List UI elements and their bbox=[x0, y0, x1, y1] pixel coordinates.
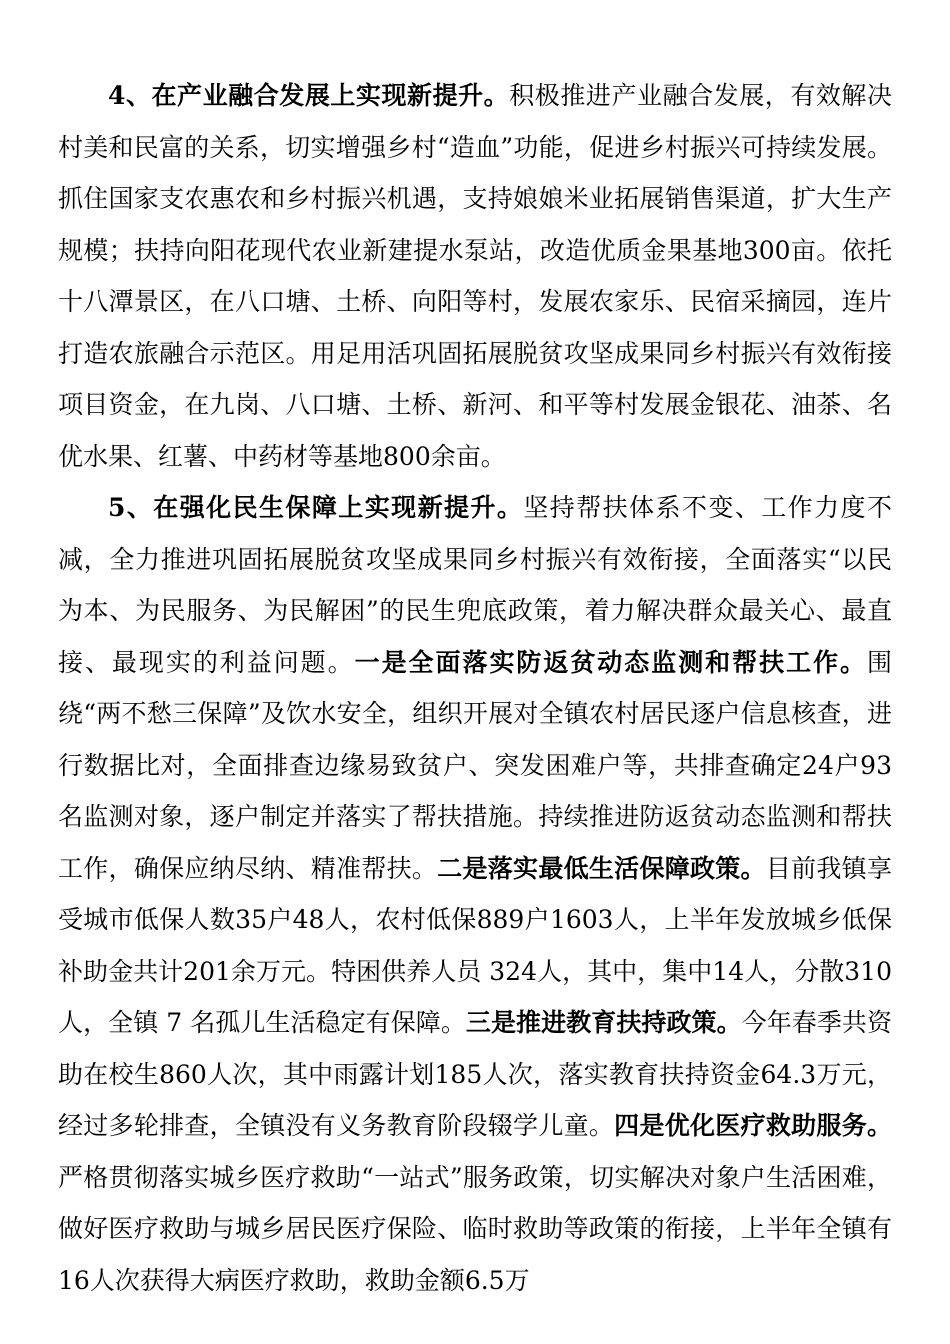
paragraph-body: 积极推进产业融合发展，有效解决村美和民富的关系，切实增强乡村“造血”功能，促进乡村振兴可持续发展。抓住国家支农惠农和乡村振兴机遇，支持娘娘米业拓展销售渠道，扩大生产规模；扶持向阳花现代农业新建提水泵站，改造优质金果基地300亩。依托十八潭景区，在八口塘、土桥、向阳等村，发展农家乐、民宿采摘园，连片打造农旅融合示范区。用足用活巩固拓展脱贫攻坚成果同乡村振兴有效衔接项目资金，在九岗、八口塘、土桥、新河、和平等村发展金银花、油茶、名优水果、红薯、中药材等基地800余亩。 bbox=[58, 81, 892, 471]
document-page bbox=[58, 70, 892, 1306]
item-title: 四是优化医疗救助服务。 bbox=[614, 1111, 892, 1140]
item-title: 二是落实最低生活保障政策。 bbox=[437, 853, 766, 883]
paragraph-heading: 4、在产业融合发展上实现新提升。 bbox=[108, 81, 510, 110]
item-title: 一是全面落实防返贫动态监测和帮扶工作。 bbox=[354, 647, 867, 677]
paragraph-intro: 坚持帮扶体系不变、工作力度不减，全力推进巩固拓展脱贫攻坚成果同乡村振兴有效衔接，全面落实“以民为本、为民服务、为民解困”的民生兜底政策，着力解决群众最关心、最直接、最现实的利益问题。 bbox=[58, 493, 892, 677]
item-text: 严格贯彻落实城乡医疗救助“一站式”服务政策，切实解决对象户生活困难，做好医疗救助与城乡居民医疗保险、临时救助等政策的衔接，上半年全镇有16人次获得大病医疗救助，救助金额6.5万 bbox=[58, 1162, 892, 1295]
item-title: 三是推进教育扶持政策。 bbox=[465, 1008, 742, 1037]
item-text: 今年春季共资助在校生860人次，其中雨露计划185人次，落实教育扶持资金64.3万元，经过多轮排查，全镇没有义务教育阶段辍学儿童。 bbox=[58, 1008, 892, 1140]
paragraph-industry-integration bbox=[58, 70, 892, 482]
item-text: 围绕“两不愁三保障”及饮水安全，组织开展对全镇农村居民逐户信息核查，进行数据比对，全面排查边缘易致贫户、突发困难户等，共排查确定24户93名监测对象，逐户制定并落实了帮扶措施。持续推进防返贫动态监测和帮扶工作，确保应纳尽纳、精准帮扶。 bbox=[58, 647, 892, 883]
item-text: 目前我镇享受城市低保人数35户48人，农村低保889户1603人，上半年发放城乡低保补助金共计201余万元。特困供养人员 324人，其中，集中14人，分散310人，全镇 7 名孤儿生活稳定有保障。 bbox=[58, 853, 892, 1037]
paragraph-livelihood-security bbox=[58, 482, 892, 1306]
paragraph-heading: 5、在强化民生保障上实现新提升。 bbox=[108, 493, 524, 522]
